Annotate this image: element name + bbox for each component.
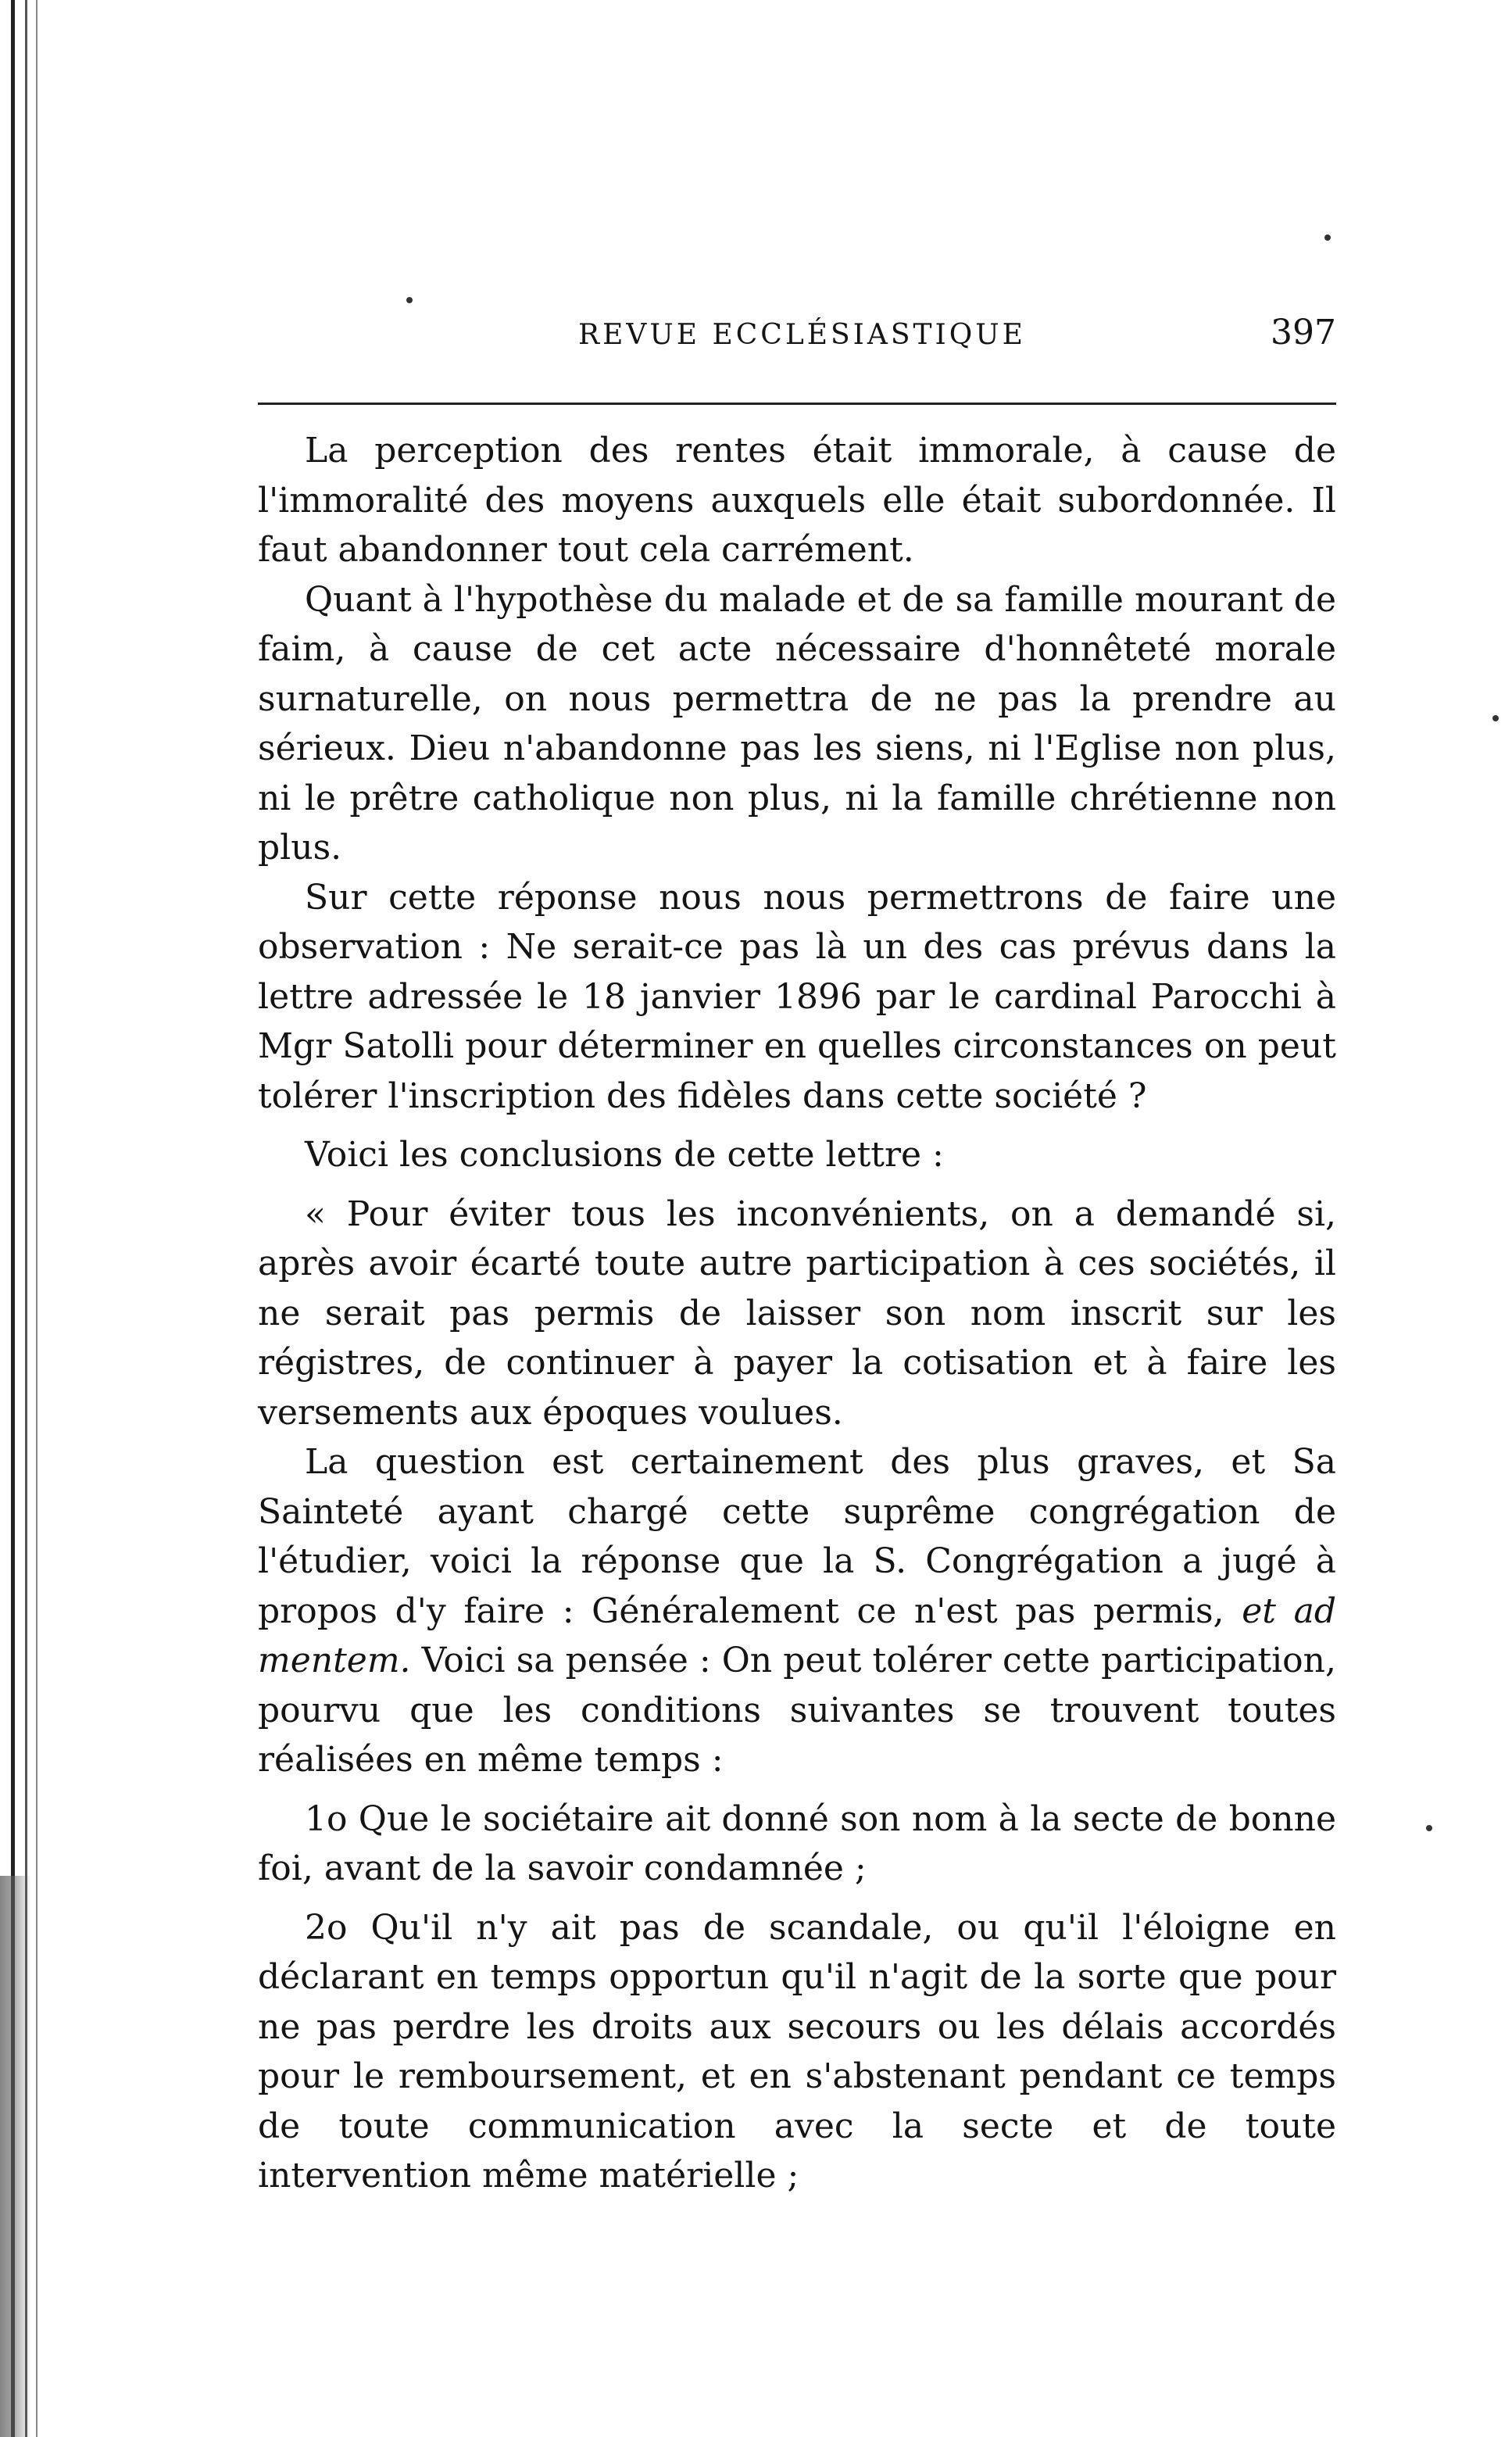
paragraph: La perception des rentes était immorale, à cause de l'immoralité des moyens auxquels elle était subordonnée. Il faut abandonner tout cela carrément.: [258, 431, 1336, 570]
paragraph: [258, 1437, 1336, 1785]
binding-shadow: [0, 1876, 31, 2437]
italic-phrase: et ad mentem.: [258, 1591, 1336, 1680]
scan-speck: [1324, 234, 1331, 241]
page-header: [258, 313, 1336, 360]
paragraph-text: La question est certainement des plus graves, et Sa Sainteté ayant chargé cette suprême congrégation de l'étudier, voici la réponse que la S. Congrégation a jugé à propos d'y faire : Généralement ce n'est pas permis,: [258, 1442, 1336, 1631]
paragraph: « Pour éviter tous les inconvénients, on a demandé si, après avoir écarté toute autre participation à ces sociétés, il ne serait pas permis de laisser son nom inscrit sur les régistres, de continuer à payer la cotisation et à faire les versements aux époques voulues.: [258, 1193, 1336, 1433]
binding-edge: [0, 0, 47, 2437]
paragraph-text: Voici sa pensée : On peut tolérer cette participation, pourvu que les conditions suivantes se trouvent toutes réalisées en même temps :: [258, 1641, 1336, 1780]
paragraph: Voici les conclusions de cette lettre :: [305, 1135, 944, 1175]
paragraph: 2o Qu'il n'y ait pas de scandale, ou qu'il l'éloigne en déclarant en temps opportun qu'il n'agit de la sorte que pour ne pas perdre les droits aux secours ou les délais accordés pour le remboursement, et en s'abstenant pendant ce temps de toute communication avec la secte et de toute intervention même matérielle ;: [258, 1907, 1336, 2195]
page-number: 397: [1271, 313, 1336, 352]
scan-speck: [406, 297, 413, 303]
binding-line: [36, 0, 38, 2437]
scan-speck: [1492, 715, 1499, 721]
paragraph: Sur cette réponse nous nous permettrons de faire une observation : Ne serait-ce pas là un des cas prévus dans la lettre adressée le 18 janvier 1896 par le cardinal Parocchi à Mgr Satolli pour déterminer en quelles circonstances on peut tolérer l'inscription des fidèles dans cette société ?: [258, 877, 1336, 1116]
running-title: REVUE ECCLÉSIASTIQUE: [578, 319, 1026, 351]
scan-speck: [1426, 1825, 1432, 1831]
paragraph: Quant à l'hypothèse du malade et de sa famille mourant de faim, à cause de cet acte nécessaire d'honnêteté morale surnaturelle, on nous permettra de ne pas la prendre au sérieux. Dieu n'abandonne pas les siens, ni l'Eglise non plus, ni le prêtre catholique non plus, ni la famille chrétienne non plus.: [258, 579, 1336, 868]
body-text: [258, 426, 1336, 2201]
header-rule: [258, 403, 1336, 405]
paragraph: 1o Que le sociétaire ait donné son nom à la secte de bonne foi, avant de la savoir condamnée ;: [258, 1798, 1336, 1888]
